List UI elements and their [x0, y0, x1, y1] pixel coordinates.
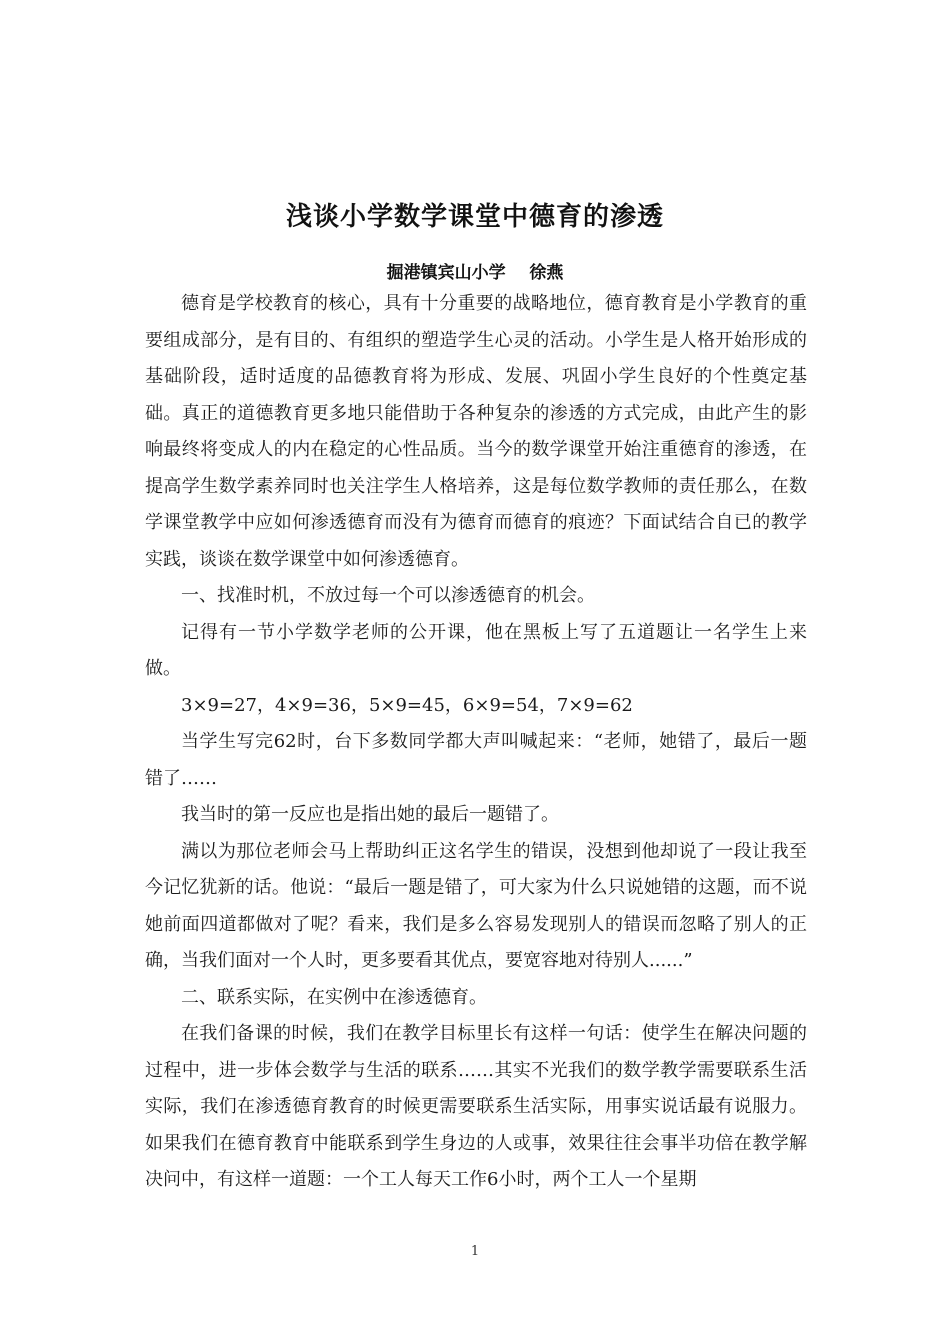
document-title: 浅谈小学数学课堂中德育的渗透: [285, 202, 664, 232]
math-equations: 3×9=27，4×9=36，5×9=45，6×9=54，7×9=62: [181, 694, 633, 716]
paragraph: 记得有一节小学数学老师的公开课，他在黑板上写了五道题让一名学生上来做。: [145, 621, 807, 679]
author-separator: [506, 263, 530, 283]
page-number: 1: [470, 1244, 480, 1259]
document-body: [145, 286, 807, 1199]
paragraph: 在我们备课的时候，我们在教学目标里长有这样一句话：使学生在解决问题的过程中，进一步体会数学与生活的联系……其实不光我们的数学教学需要联系生活实际，我们在渗透德育教育的时候更需要联系生活实际，用事实说话最有说服力。如果我们在德育教育中能联系到学生身边的人或事，效果往往会事半功倍在教学解决问中，有这样一道题：一个工人每天工作6小时，两个工人一个星期: [145, 1023, 807, 1190]
section-heading-2: 二、联系实际，在实例中在渗透德育。: [181, 986, 487, 1008]
paragraph: 当学生写完62时，台下多数同学都大声叫喊起来：“老师，她错了，最后一题错了……: [145, 731, 807, 789]
author-line: [0, 258, 950, 283]
author-school: 掘港镇宾山小学: [386, 263, 506, 283]
section-heading-1: 一、找准时机，不放过每一个可以渗透德育的机会。: [181, 585, 595, 606]
paragraph: 我当时的第一反应也是指出她的最后一题错了。: [181, 804, 559, 825]
paragraph-intro: 德育是学校教育的核心，具有十分重要的战略地位，德育教育是小学教育的重要组成部分，是有目的、有组织的塑造学生心灵的活动。小学生是人格开始形成的基础阶段，适时适度的品德教育将为形成、发展、巩固小学生良好的个性奠定基础。真正的道德教育更多地只能借助于各种复杂的渗透的方式完成，由此产生的影响最终将变成人的内在稳定的心性品质。当今的数学课堂开始注重德育的渗透，在提高学生数学素养同时也关注学生人格培养，这是每位数学教师的责任那么，在数学课堂教学中应如何渗透德育而没有为德育而德育的痕迹？下面试结合自已的教学实践，谈谈在数学课堂中如何渗透德育。: [145, 293, 807, 570]
paragraph: 满以为那位老师会马上帮助纠正这名学生的错误，没想到他却说了一段让我至今记忆犹新的话。他说：“最后一题是错了，可大家为什么只说她错的这题，而不说她前面四道都做对了呢？看来，我们是多么容易发现别人的错误而忽略了别人的正确，当我们面对一个人时，更多要看其优点，要宽容地对待别人......”: [145, 840, 807, 971]
author-name: 徐燕: [529, 263, 564, 283]
